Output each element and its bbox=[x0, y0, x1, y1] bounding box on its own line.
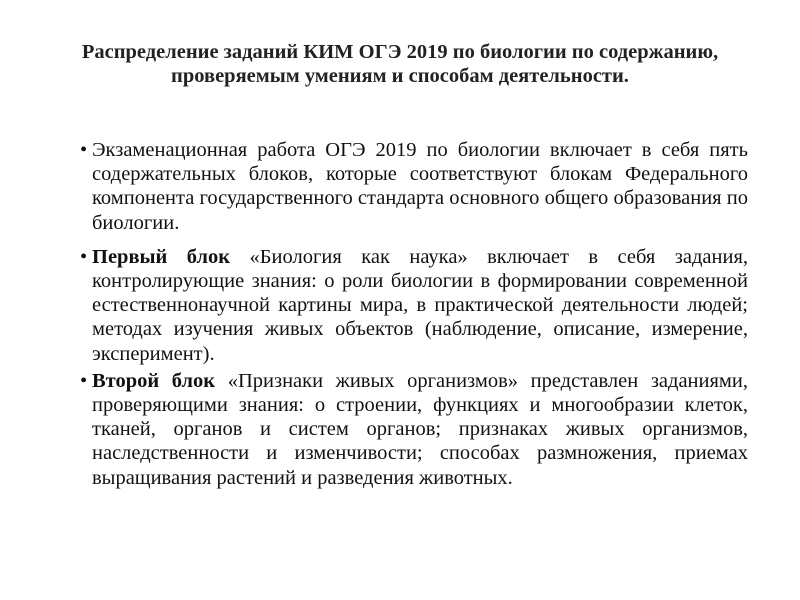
bullet-first-block bbox=[80, 245, 748, 366]
bullet-marker: • bbox=[80, 245, 88, 268]
bullet-text: «Признаки живых организмов» представлен заданиями, проверяющими знания: о строении, функциях и многообразии клеток, тканей, органов и систем органов; признаках живых организмов, наследственности и изменчивости; способах размножения, приемах выращивания растений и разведения животных. bbox=[92, 369, 748, 489]
bullet-intro bbox=[80, 138, 748, 235]
bullet-marker: • bbox=[80, 369, 88, 392]
bullet-marker: • bbox=[80, 139, 88, 161]
slide-title: Распределение заданий КИМ ОГЭ 2019 по биологии по содержанию, проверяемым умениям и способам деятельности. bbox=[81, 41, 719, 87]
bullet-second-block bbox=[80, 369, 748, 490]
bullet-text: «Биология как наука» включает в себя задания, контролирующие знания: о роли биологии в формировании современной естественнонаучной картины мира, в практической деятельности людей; методах изучения живых объектов (наблюдение, описание, измерение, эксперимент). bbox=[92, 245, 749, 365]
bullet-list bbox=[80, 138, 748, 490]
bullet-lead: Второй блок bbox=[92, 369, 216, 392]
bullet-text: Экзаменационная работа ОГЭ 2019 по биологии включает в себя пять содержательных блоков, которые соответствуют блокам Федерального компонента государственного стандарта основного общего образования по биологии. bbox=[92, 139, 748, 234]
bullet-lead: Первый блок bbox=[92, 245, 231, 268]
